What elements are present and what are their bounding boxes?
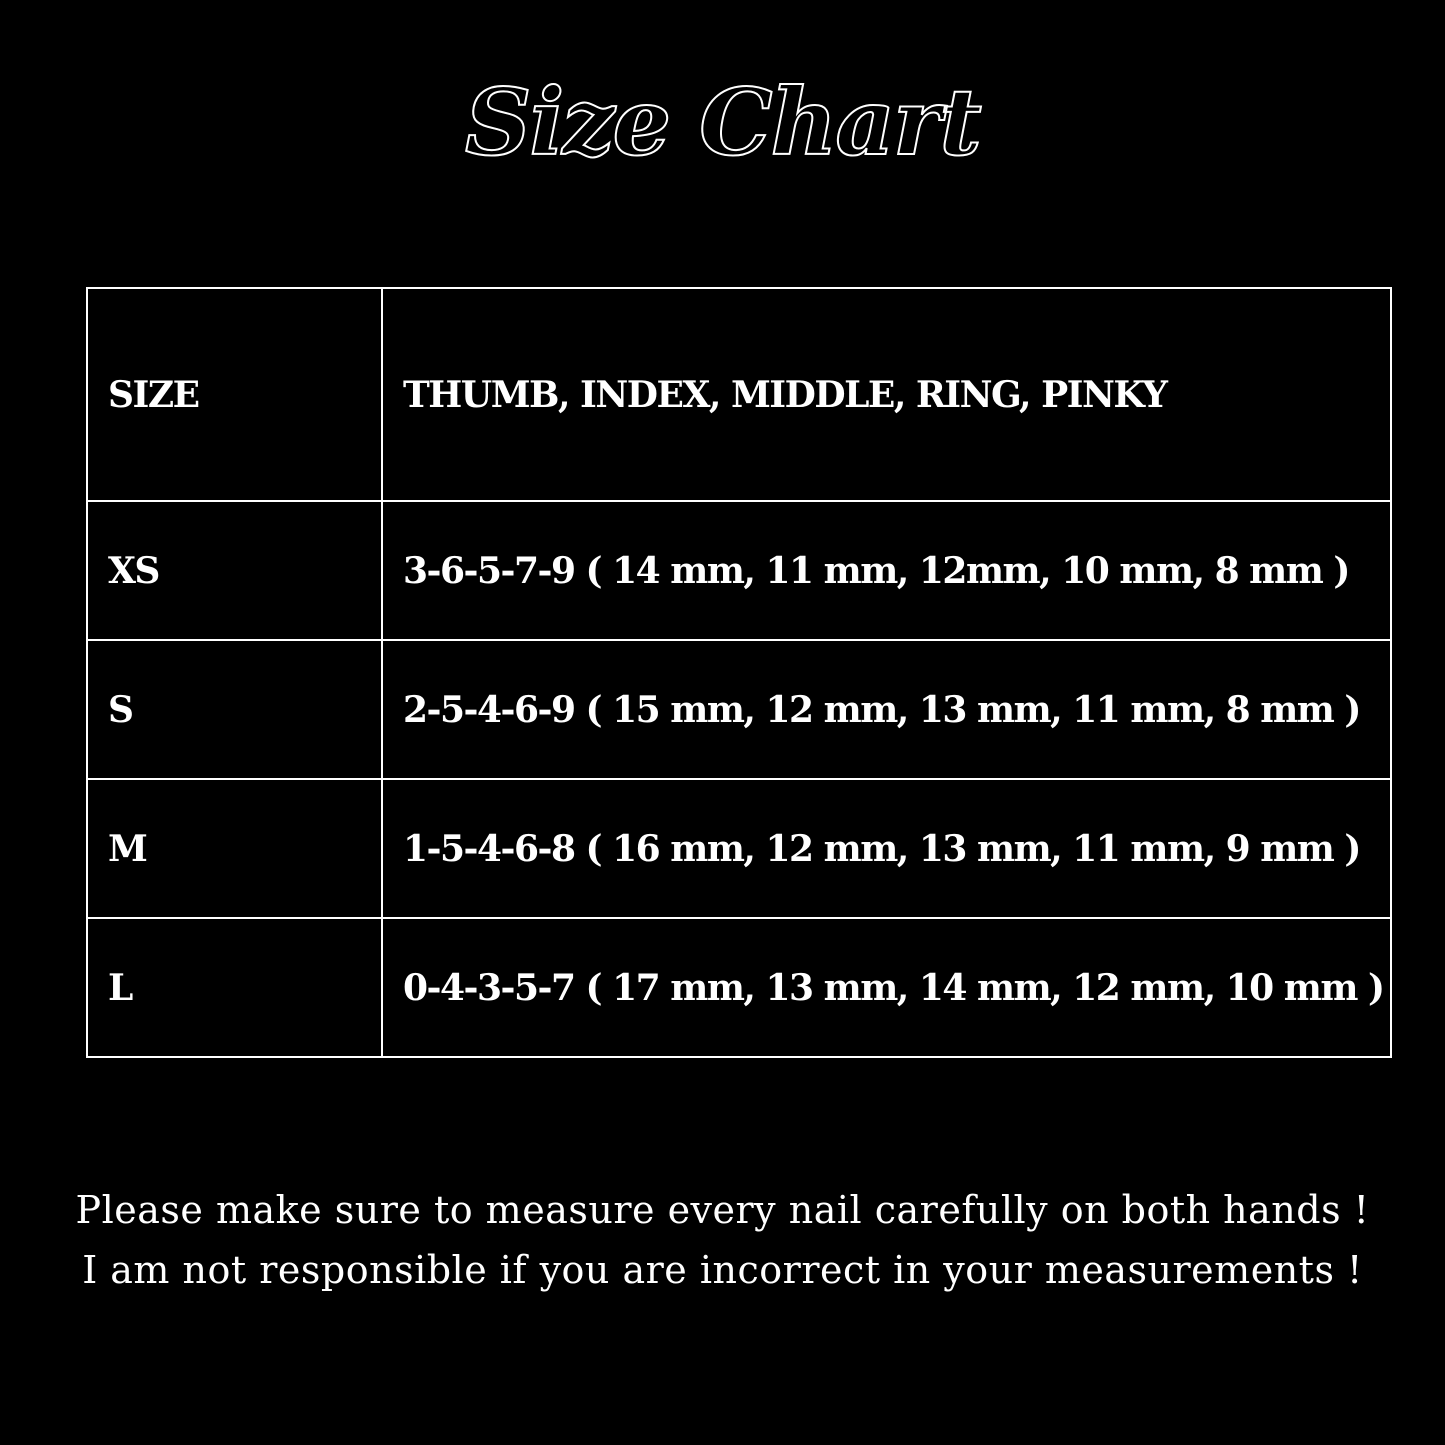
size-cell: XS	[87, 501, 382, 640]
table-row	[87, 779, 1391, 918]
note-measure: Please make sure to measure every nail carefully on both hands !	[75, 1188, 1370, 1232]
size-cell: S	[87, 640, 382, 779]
measurement-cell: 2-5-4-6-9 ( 15 mm, 12 mm, 13 mm, 11 mm, 8 mm )	[382, 640, 1391, 779]
table-row	[87, 918, 1391, 1057]
measurement-cell: 1-5-4-6-8 ( 16 mm, 12 mm, 13 mm, 11 mm, 9 mm )	[382, 779, 1391, 918]
measurement-cell: 0-4-3-5-7 ( 17 mm, 13 mm, 14 mm, 12 mm, 10 mm )	[382, 918, 1391, 1057]
size-cell: M	[87, 779, 382, 918]
table-row	[87, 640, 1391, 779]
table-row	[87, 501, 1391, 640]
size-table	[86, 287, 1392, 1058]
header-size: SIZE	[87, 288, 382, 501]
size-cell: L	[87, 918, 382, 1057]
note-disclaimer: I am not responsible if you are incorrect in your measurements !	[82, 1248, 1363, 1292]
page-title: Size Chart	[465, 68, 980, 176]
table-header-row	[87, 288, 1391, 501]
measurement-cell: 3-6-5-7-9 ( 14 mm, 11 mm, 12mm, 10 mm, 8 mm )	[382, 501, 1391, 640]
header-fingers: THUMB, INDEX, MIDDLE, RING, PINKY	[382, 288, 1391, 501]
